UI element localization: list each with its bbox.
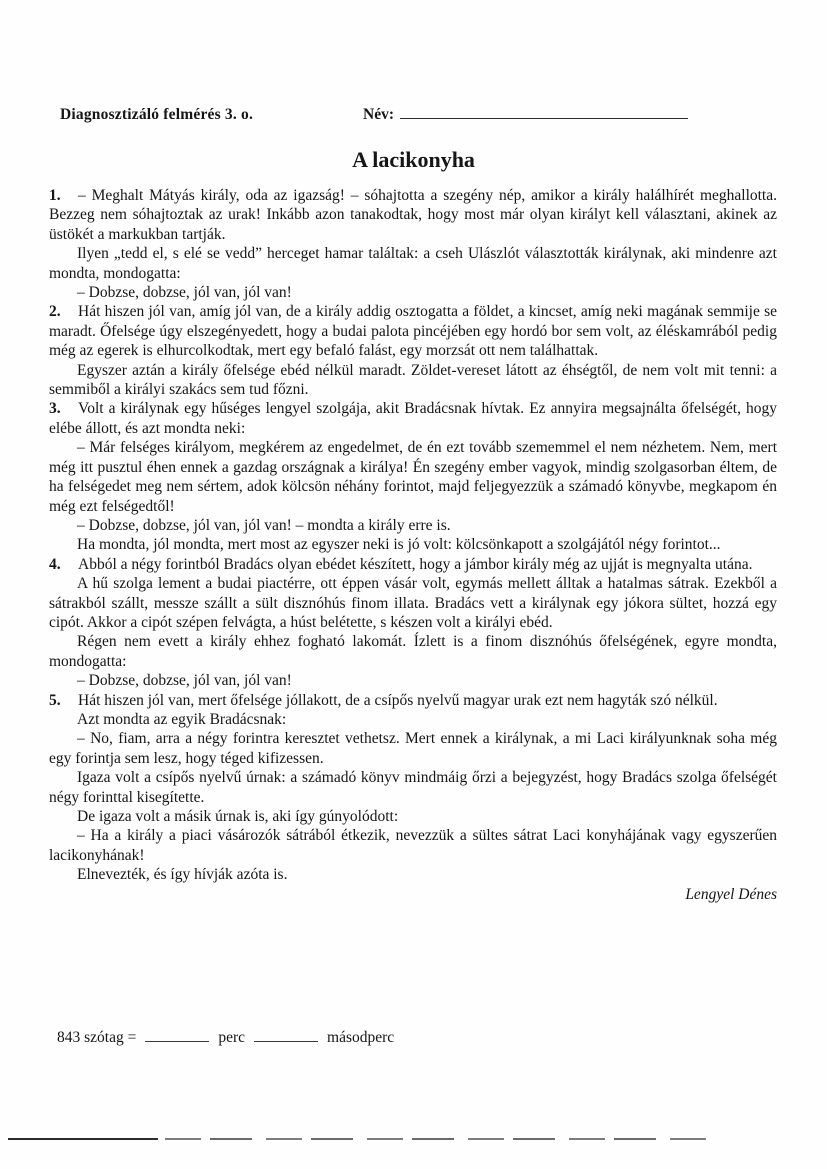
name-blank-line bbox=[400, 117, 688, 119]
story-title: A lacikonyha bbox=[352, 147, 475, 172]
story-paragraph: 5. Hát hiszen jól van, mert őfelsége jóllakott, de a csípős nyelvű magyar urak ezt nem hagyták szó nélkül. bbox=[49, 691, 718, 709]
story-paragraph: Ha mondta, jól mondta, mert most az egyszer neki is jó volt: kölcsönkapott a szolgájától négy forintot... bbox=[77, 536, 721, 554]
syllable-count-label: 843 szótag = bbox=[57, 1029, 137, 1046]
section-number: 1. bbox=[49, 187, 61, 204]
story-paragraph: A hű szolga lement a budai piactérre, ott éppen vásár volt, egymás mellett álltak a hatalmas sátrak. Ezekből a sátrakból szállt, messze szállt a sült disznóhús finom illata. Bradács vett a királynak egy jókora sültet, hozzá egy cipót. Akkor a cipót szépen felvágta, a húst belétette, s készen volt a királyi ebéd. bbox=[49, 575, 777, 631]
story-paragraph: – Dobzse, dobzse, jól van, jól van! bbox=[77, 284, 292, 302]
story-paragraph: Azt mondta az egyik Bradácsnak: bbox=[77, 710, 287, 728]
story-paragraph: 2. Hát hiszen jól van, amíg jól van, de a király addig osztogatta a földet, a kincset, amíg neki magának semmije se maradt. Őfelsége úgy elszegényedett, hogy a budai palota pincéjében egy hordó bor sem volt, az éléskamrából pedig még az egerek is elhurcolkodtak, mert egy befaló falást, egy morzsát ott nem találhattak. bbox=[49, 303, 777, 360]
story-paragraph: – Ha a király a piaci vásározók sátrából étkezik, nevezzük a sültes sátrat Laci konyhájának vagy egyszerűen lacikonyhának! bbox=[49, 827, 777, 864]
scan-artifact-line-dark-segment bbox=[8, 1138, 158, 1140]
minutes-blank-line bbox=[145, 1040, 209, 1042]
story-text bbox=[49, 186, 777, 904]
story-paragraph: Igaza volt a csípős nyelvű úrnak: a számadó könyv mindmáig őrzi a bejegyzést, hogy Bradács szolga őfelségét négy forinttal kisegítette. bbox=[49, 769, 777, 806]
story-paragraph: 1. – Meghalt Mátyás király, oda az igazság! – sóhajtotta a szegény nép, amikor a király halálhírét meghallotta. Bezzeg nem sóhajtoztak az urak! Inkább azon tanakodtak, hogy most már olyan királyt kell választani, akinek az üstökét a markukban tartják. bbox=[49, 187, 777, 243]
author-name: Lengyel Dénes bbox=[685, 885, 777, 903]
story-paragraph: Ilyen „tedd el, s elé se vedd” herceget hamar találtak: a cseh Ulászlót választották királynak, aki mindenre azt mondta, mondogatta: bbox=[49, 245, 777, 282]
section-number: 5. bbox=[49, 691, 61, 709]
scan-artifact-line bbox=[8, 1138, 714, 1140]
story-paragraph: – Dobzse, dobzse, jól van, jól van! – mondta a király erre is. bbox=[77, 516, 451, 534]
story-paragraph: 4. Abból a négy forintból Bradács olyan ebédet készített, hogy a jámbor király még az ujját is megnyalta utána. bbox=[49, 555, 753, 573]
name-field-block bbox=[363, 106, 688, 124]
worksheet-header-title: Diagnosztizáló felmérés 3. o. bbox=[60, 106, 254, 123]
seconds-label: másodperc bbox=[327, 1029, 395, 1046]
story-paragraph: – No, fiam, arra a négy forintra keresztet vethetsz. Mert ennek a királynak, a mi Laci királyunknak soha még egy forintja sem lesz, hogy téged kifizessen. bbox=[49, 730, 777, 767]
story-paragraph: 3. Volt a királynak egy hűséges lengyel szolgája, akit Bradácsnak hívtak. Ez annyira megsajnálta őfelségét, hogy elébe állott, és azt mondta neki: bbox=[49, 400, 777, 437]
minutes-label: perc bbox=[218, 1029, 246, 1046]
name-label: Név: bbox=[363, 106, 394, 123]
story-paragraph: De igaza volt a másik úrnak is, aki így gúnyolódott: bbox=[77, 808, 399, 825]
seconds-blank-line bbox=[254, 1040, 318, 1042]
story-paragraph: – Dobzse, dobzse, jól van, jól van! bbox=[77, 672, 292, 690]
section-number: 4. bbox=[49, 555, 61, 573]
story-paragraph: Régen nem evett a király ehhez fogható lakomát. Ízlett is a finom disznóhús őfelségének, egyre mondta, mondogatta: bbox=[49, 633, 777, 670]
story-paragraph: – Már felséges királyom, megkérem az engedelmet, de én ezt tovább szememmel el nem nézhetem. Nem, mert még itt pusztul éhen ennek a gazdag országnak a királya! Én szegény ember vagyok, mindig szolgasorban éltem, de ha felségedet meg nem sértem, adok kölcsön néhány forintot, majd feljegyezzük a számadó könyvbe, megkapom én még ezt felségedtől! bbox=[49, 439, 777, 515]
story-paragraph: Egyszer aztán a király őfelsége ebéd nélkül maradt. Zöldet-vereset látott az éhségtől, de nem volt mit tenni: a semmiből a királyi szakács sem tud főzni. bbox=[49, 361, 777, 399]
section-number: 2. bbox=[49, 303, 61, 321]
section-number: 3. bbox=[49, 400, 61, 418]
reading-speed-line bbox=[57, 1029, 394, 1047]
story-paragraph: Elnevezték, és így hívják azóta is. bbox=[77, 866, 288, 884]
